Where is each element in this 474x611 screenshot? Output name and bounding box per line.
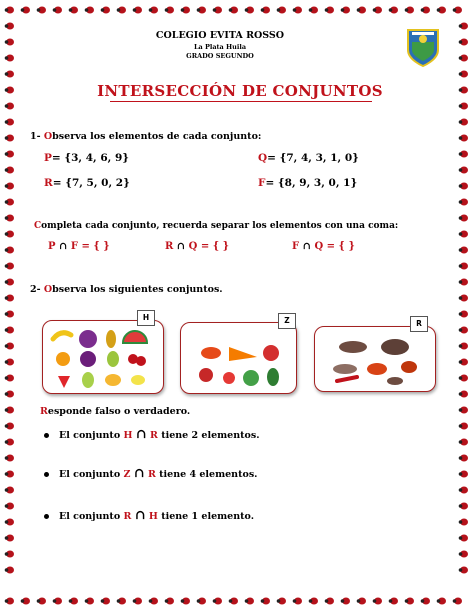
ladybug-icon [459,327,468,334]
ladybug-icon [5,311,14,318]
section-2-number: 2- [30,284,41,295]
ladybug-icon [389,598,398,605]
intersection-symbol: ∩ [176,241,186,252]
ladybug-icon [459,375,468,382]
ladybug-icon [85,598,94,605]
ladybug-icon [5,407,14,414]
ladybug-icon [245,7,254,14]
answer-braces[interactable]: = { } [200,241,230,252]
section-1-initial: O [43,131,53,142]
intersection-p-f [48,241,110,252]
ladybug-icon [459,519,468,526]
ladybug-icon [5,247,14,254]
ladybug-icon [5,503,14,510]
set-card-r [314,326,436,392]
ladybug-icon [309,7,318,14]
statement-set-b: R [147,469,156,480]
ladybug-icon [459,279,468,286]
ladybug-icon [149,598,158,605]
ladybug-icon [5,71,14,78]
ladybug-icon [459,23,468,30]
ladybug-icon [85,7,94,14]
ladybug-icon [149,7,158,14]
statement-1 [44,427,260,442]
section-1-number: 1- [30,131,41,142]
ladybug-icon [133,7,142,14]
ladybug-icon [197,598,206,605]
ladybug-icon [357,7,366,14]
ladybug-icon [245,598,254,605]
school-city: La Plata Huila [193,43,247,51]
ladybug-icon [459,199,468,206]
ladybug-icon [5,263,14,270]
answer-initial: R [40,406,48,417]
ladybug-icon [5,567,14,574]
set-left: R [165,241,174,252]
card-tag-r: R [410,316,428,332]
ladybug-icon [37,7,46,14]
intersection-symbol: ∩ [59,241,68,252]
ladybug-icon [165,7,174,14]
ladybug-icon [373,7,382,14]
intersection-symbol: ∩ [133,466,145,481]
answer-braces[interactable]: = { } [81,241,110,252]
section-2-initial: O [43,284,53,295]
ladybug-icon [405,598,414,605]
ladybug-icon [181,598,190,605]
ladybug-icon [5,375,14,382]
intersection-symbol: ∩ [135,427,147,442]
intersection-f-q [292,241,355,252]
ladybug-icon [5,231,14,238]
ladybug-icon [459,103,468,110]
ladybug-icon [459,135,468,142]
school-grade: GRADO SEGUNDO [186,52,254,60]
ladybug-icon [459,39,468,46]
ladybug-icon [325,598,334,605]
ladybug-icon [437,7,446,14]
complete-initial: C [34,221,42,231]
ladybug-icon [357,598,366,605]
ladybug-icon [117,7,126,14]
statement-post: tiene 1 elemento. [161,511,255,522]
ladybug-icon [5,598,14,605]
school-name: COLEGIO EVITA ROSSO [155,30,285,41]
ladybug-icon [261,7,270,14]
ladybug-icon [5,39,14,46]
ladybug-icon [5,7,14,14]
ladybug-icon [5,295,14,302]
set-left: F [292,241,300,252]
ladybug-icon [5,455,14,462]
ladybug-icon [459,231,468,238]
ladybug-icon [5,119,14,126]
ladybug-icon [5,391,14,398]
ladybug-icon [341,7,350,14]
ladybug-icon [459,439,468,446]
ladybug-icon [437,598,446,605]
ladybug-icon [277,7,286,14]
ladybug-icon [229,598,238,605]
ladybug-icon [459,167,468,174]
answer-text: esponde falso o verdadero. [47,406,191,417]
ladybug-icon [459,455,468,462]
set-value: = {8, 9, 3, 0, 1} [265,177,358,189]
intersection-symbol: ∩ [302,241,311,252]
bullet-icon [44,514,49,519]
ladybug-icon [325,7,334,14]
ladybug-icon [197,7,206,14]
ladybug-icon [459,359,468,366]
ladybug-icon [459,391,468,398]
complete-text: ompleta cada conjunto, recuerda separar los elementos con una coma: [41,221,399,231]
ladybug-icon [459,119,468,126]
ladybug-icon [5,183,14,190]
set-value: = {7, 4, 3, 1, 0} [267,152,359,164]
ladybug-icon [5,23,14,30]
ladybug-icon [181,7,190,14]
ladybug-icon [459,551,468,558]
ladybug-icon [309,598,318,605]
ladybug-icon [5,327,14,334]
ladybug-icon [293,598,302,605]
ladybug-icon [459,343,468,350]
statement-set-a: Z [123,469,131,480]
section-1-heading [30,131,261,142]
page-title: INTERSECCIÓN DE CONJUNTOS [97,82,383,100]
ladybug-icon [229,7,238,14]
school-shield-logo [406,28,440,68]
statement-set-b: H [148,511,158,522]
set-value: = {7, 5, 0, 2} [52,177,130,189]
section-2-text: bserva los siguientes conjuntos. [52,284,223,295]
ladybug-icon [5,279,14,286]
set-label: Q [258,152,268,164]
card-tag-h: H [137,310,155,326]
ladybug-icon [5,343,14,350]
vegetable-images [181,323,296,393]
ladybug-icon [459,55,468,62]
ladybug-icon [5,471,14,478]
ladybug-icon [213,598,222,605]
ladybug-icon [459,295,468,302]
ladybug-icon [5,135,14,142]
ladybug-icon [133,598,142,605]
ladybug-icon [5,151,14,158]
set-label: R [44,177,53,189]
intersection-symbol: ∩ [134,508,146,523]
ladybug-icon [5,439,14,446]
statement-pre: El conjunto [59,469,121,480]
ladybug-icon [101,7,110,14]
ladybug-icon [459,503,468,510]
ladybug-icon [21,7,30,14]
ladybug-icon [69,598,78,605]
intersection-r-q [165,241,229,252]
ladybug-icon [5,359,14,366]
ladybug-icon [5,103,14,110]
ladybug-icon [165,598,174,605]
ladybug-icon [389,7,398,14]
set-label: P [44,152,52,164]
statement-post: tiene 2 elementos. [161,430,260,441]
fruit-images [43,321,163,393]
ladybug-icon [53,7,62,14]
ladybug-icon [5,167,14,174]
ladybug-icon [459,423,468,430]
ladybug-icon [459,151,468,158]
ladybug-icon [459,567,468,574]
set-right: Q [314,241,324,252]
ladybug-icon [5,199,14,206]
ladybug-icon [373,598,382,605]
ladybug-icon [213,7,222,14]
statement-set-a: R [123,511,132,522]
ladybug-icon [459,247,468,254]
set-q [258,152,359,164]
set-card-z [180,322,297,394]
ladybug-icon [5,87,14,94]
statement-3 [44,508,254,523]
set-p [44,152,129,164]
set-f [258,177,357,189]
ladybug-icon [5,519,14,526]
ladybug-icon [21,598,30,605]
set-value: = {3, 4, 6, 9} [51,152,130,164]
set-right: Q [188,241,198,252]
bullet-icon [44,472,49,477]
ladybug-icon [405,7,414,14]
ladybug-icon [459,407,468,414]
section-1-text: bserva los elementos de cada conjunto: [52,131,262,142]
ladybug-icon [5,551,14,558]
ladybug-icon [341,598,350,605]
bullet-icon [44,433,49,438]
ladybug-icon [5,487,14,494]
ladybug-icon [453,598,462,605]
ladybug-icon [459,71,468,78]
answer-instruction [40,406,190,417]
ladybug-icon [459,87,468,94]
set-right: F [70,241,78,252]
ladybug-icon [261,598,270,605]
ladybug-icon [459,471,468,478]
ladybug-icon [421,7,430,14]
statement-post: tiene 4 elementos. [159,469,258,480]
statement-2 [44,466,257,481]
statement-pre: El conjunto [59,430,121,441]
set-left: P [48,241,56,252]
ladybug-icon [5,215,14,222]
food-images [315,327,435,391]
ladybug-icon [117,598,126,605]
statement-set-b: R [150,430,158,441]
ladybug-icon [101,598,110,605]
ladybug-icon [5,55,14,62]
ladybug-icon [459,263,468,270]
statement-set-a: H [123,430,133,441]
card-tag-z: Z [278,313,296,329]
set-card-h [42,320,164,394]
ladybug-icon [459,215,468,222]
ladybug-icon [5,535,14,542]
ladybug-icon [69,7,78,14]
statement-pre: El conjunto [59,511,121,522]
ladybug-icon [5,423,14,430]
answer-braces[interactable]: = { } [326,241,355,252]
ladybug-icon [459,183,468,190]
title-underline [110,101,372,102]
ladybug-icon [453,7,462,14]
ladybug-icon [293,7,302,14]
ladybug-icon [37,598,46,605]
set-label: F [258,177,266,189]
ladybug-icon [459,535,468,542]
section-2-heading [30,284,223,295]
ladybug-icon [459,311,468,318]
ladybug-icon [459,487,468,494]
ladybug-icon [53,598,62,605]
ladybug-icon [421,598,430,605]
complete-instruction [34,221,398,231]
set-r [44,177,130,189]
ladybug-icon [277,598,286,605]
